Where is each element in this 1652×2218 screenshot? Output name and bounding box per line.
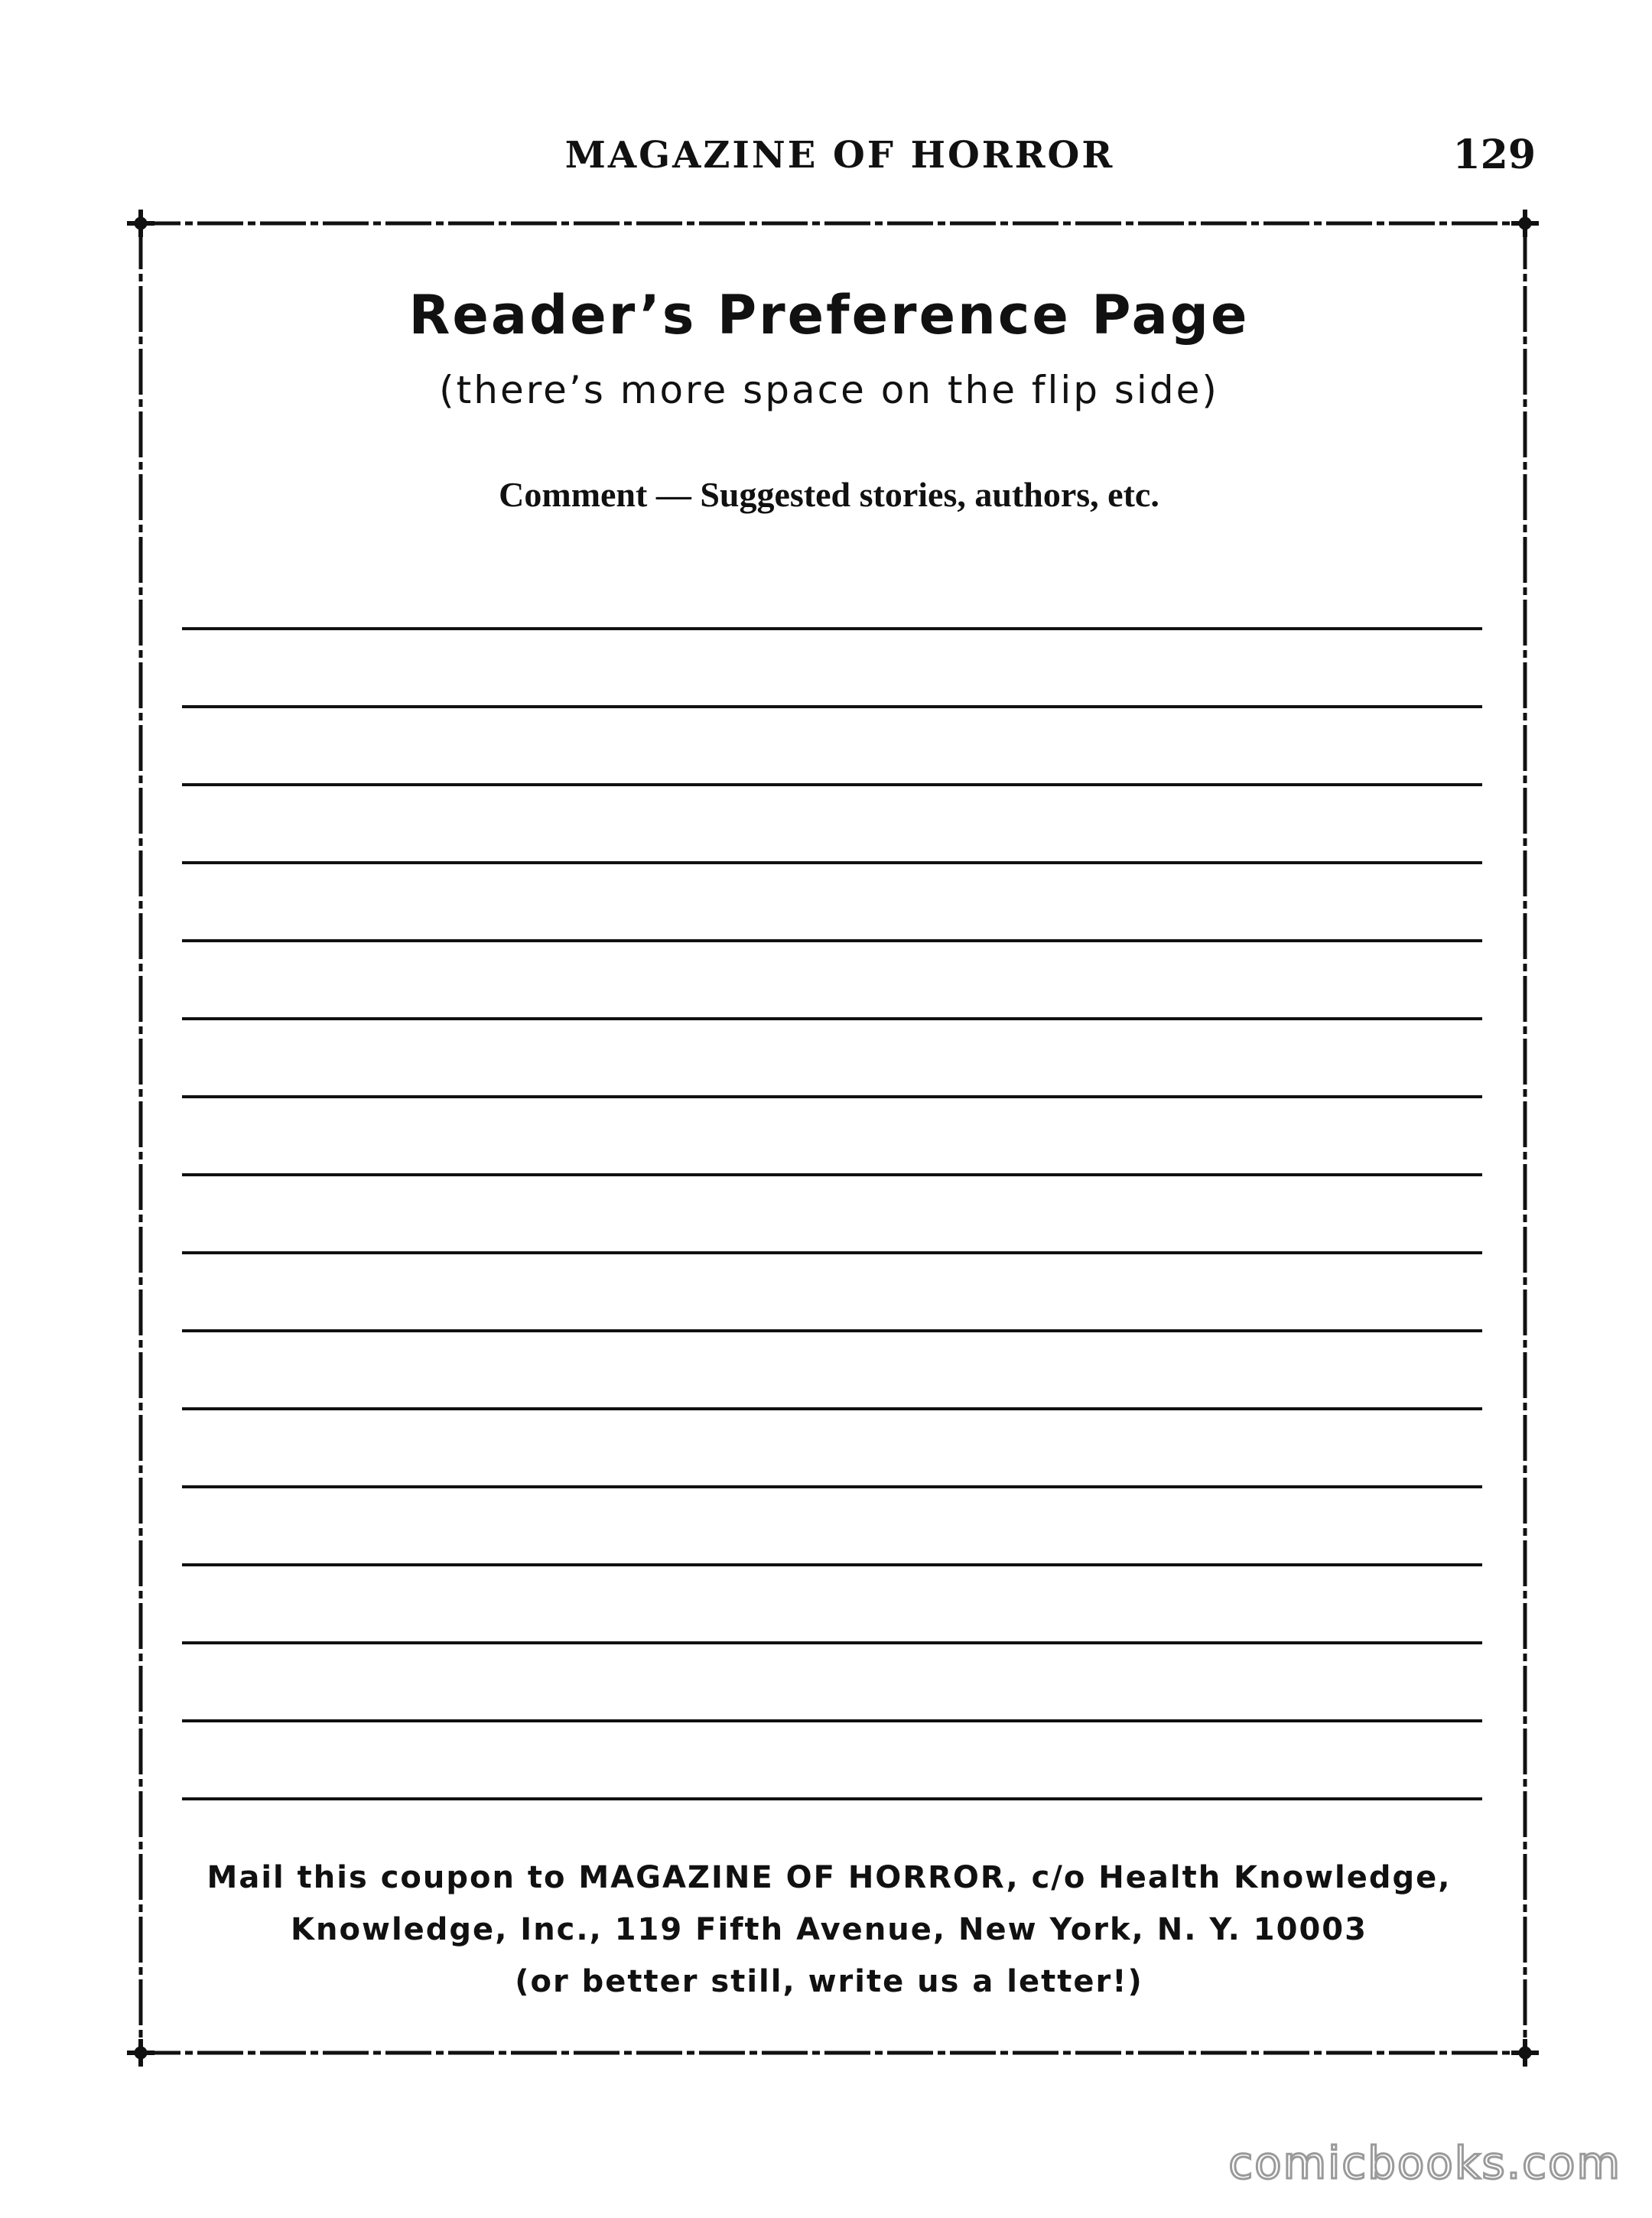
mailing-note: (or better still, write us a letter!): [515, 1964, 1143, 1999]
comment-writing-line[interactable]: [182, 1017, 1482, 1020]
corner-ornament-top-left: [127, 210, 154, 237]
comment-writing-line[interactable]: [182, 705, 1482, 708]
comment-writing-line[interactable]: [182, 1563, 1482, 1566]
comment-label: Comment — Suggested stories, authors, etc.: [499, 475, 1159, 514]
comment-writing-line[interactable]: [182, 1641, 1482, 1644]
comment-writing-line[interactable]: [182, 1719, 1482, 1722]
page-number: 129: [1452, 132, 1536, 178]
comment-writing-line[interactable]: [182, 1251, 1482, 1254]
comment-writing-line[interactable]: [182, 1485, 1482, 1488]
mailing-address-line-2: Knowledge, Inc., 119 Fifth Avenue, New York, N. Y. 10003: [291, 1912, 1367, 1947]
form-subtitle: (there’s more space on the flip side): [439, 368, 1219, 412]
magazine-title: MAGAZINE OF HORROR: [564, 134, 1115, 177]
comment-writing-line[interactable]: [182, 939, 1482, 942]
comment-writing-line[interactable]: [182, 1095, 1482, 1098]
comment-writing-line[interactable]: [182, 1407, 1482, 1410]
corner-ornament-bottom-left: [127, 2039, 154, 2067]
corner-ornament-bottom-right: [1511, 2039, 1539, 2067]
comment-writing-line[interactable]: [182, 783, 1482, 786]
form-title: Reader’s Preference Page: [408, 284, 1250, 346]
comment-writing-line[interactable]: [182, 627, 1482, 630]
comment-writing-line[interactable]: [182, 1329, 1482, 1332]
watermark-logo: comicbooks.com: [1228, 2137, 1621, 2189]
corner-ornament-top-right: [1511, 210, 1539, 237]
comment-writing-line[interactable]: [182, 1173, 1482, 1176]
mailing-address-line-1: Mail this coupon to MAGAZINE OF HORROR, c/o Health Knowledge,: [206, 1860, 1452, 1895]
comment-writing-line[interactable]: [182, 1797, 1482, 1800]
comment-writing-line[interactable]: [182, 861, 1482, 864]
